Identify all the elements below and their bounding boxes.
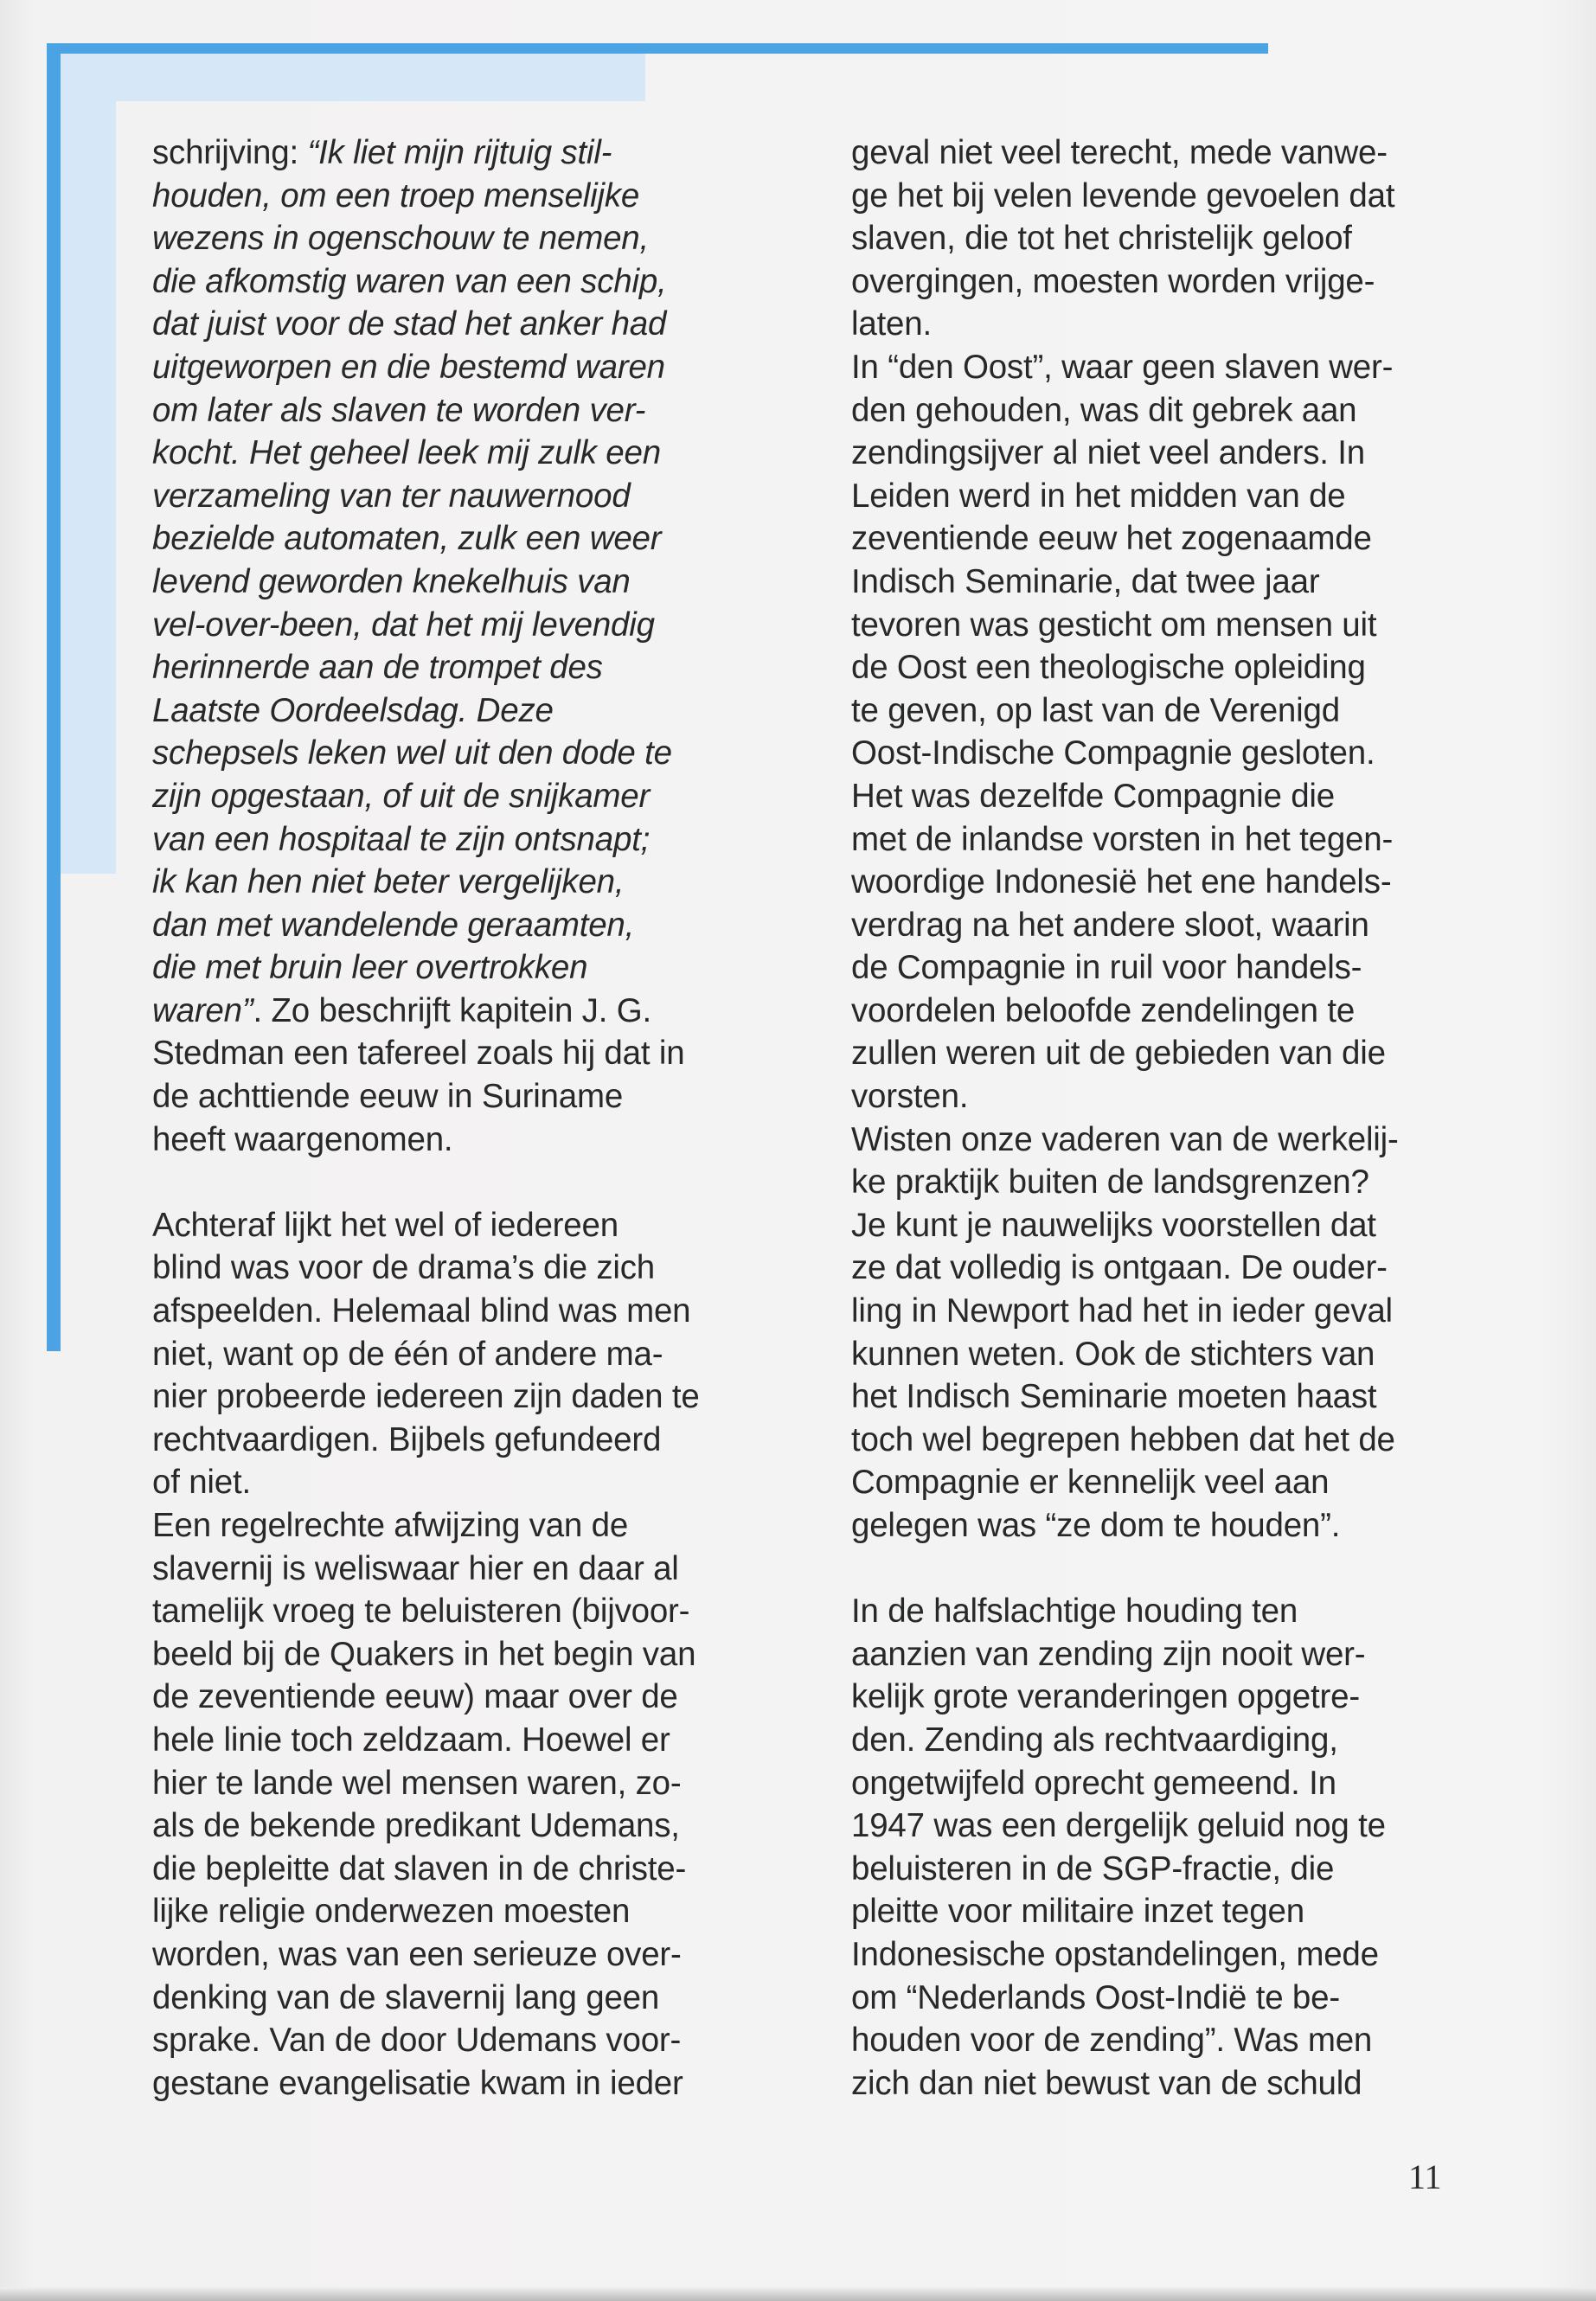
text-line bbox=[851, 646, 1491, 689]
text-segment: de Oost een theologische opleiding bbox=[851, 649, 1366, 687]
text-segment: beeld bij de Quakers in het begin van bbox=[152, 1635, 696, 1673]
text-segment: Compagnie er kennelijk veel aan bbox=[851, 1464, 1330, 1502]
italic-quote-segment: waren” bbox=[152, 991, 253, 1029]
text-segment: de Compagnie in ruil voor handels- bbox=[851, 949, 1362, 987]
text-line bbox=[851, 389, 1491, 433]
text-segment: Indonesische opstandelingen, mede bbox=[851, 1935, 1379, 1973]
text-segment: gestane evangelisatie kwam in ieder bbox=[152, 2064, 683, 2102]
text-line bbox=[851, 1719, 1491, 1762]
text-segment: de achttiende eeuw in Suriname bbox=[152, 1078, 624, 1116]
text-line bbox=[851, 1419, 1491, 1462]
italic-quote-segment: kocht. Het geheel leek mij zulk een bbox=[152, 434, 661, 472]
text-line bbox=[851, 1504, 1491, 1548]
text-segment: of niet. bbox=[152, 1464, 251, 1502]
text-segment: Een regelrechte afwijzing van de bbox=[152, 1507, 629, 1544]
text-column-left bbox=[152, 131, 792, 2105]
text-segment: laten. bbox=[851, 305, 932, 343]
text-line bbox=[851, 1161, 1491, 1204]
text-line bbox=[851, 303, 1491, 346]
paragraph-gap bbox=[152, 1161, 792, 1204]
text-line bbox=[851, 689, 1491, 733]
scan-bottom-edge bbox=[0, 2287, 1596, 2301]
italic-quote-segment: “Ik liet mijn rijtuig stil- bbox=[307, 134, 612, 171]
text-line bbox=[152, 260, 792, 304]
text-line bbox=[851, 946, 1491, 990]
text-line bbox=[851, 861, 1491, 904]
accent-left-rule bbox=[47, 43, 61, 1351]
text-segment: niet, want op de één of andere ma- bbox=[152, 1335, 663, 1373]
text-segment: lijke religie onderwezen moesten bbox=[152, 1893, 631, 1931]
text-line bbox=[152, 1375, 792, 1419]
text-line bbox=[851, 1204, 1491, 1247]
page-number: 11 bbox=[1408, 2157, 1442, 2196]
text-segment: vorsten. bbox=[851, 1078, 969, 1116]
text-segment: tevoren was gesticht om mensen uit bbox=[851, 606, 1377, 644]
text-segment: zendingsijver al niet veel anders. In bbox=[851, 434, 1365, 472]
text-line bbox=[152, 1890, 792, 1933]
text-segment: hele linie toch zeldzaam. Hoewel er bbox=[152, 1721, 670, 1759]
text-line bbox=[851, 1633, 1491, 1676]
text-line bbox=[152, 1504, 792, 1548]
text-line bbox=[851, 1032, 1491, 1075]
text-segment: Indisch Seminarie, dat twee jaar bbox=[851, 562, 1320, 600]
text-segment: te geven, op last van de Verenigd bbox=[851, 691, 1340, 729]
text-line bbox=[851, 432, 1491, 475]
italic-quote-segment: Laatste Oordeelsdag. Deze bbox=[152, 691, 554, 729]
text-line bbox=[152, 946, 792, 990]
text-line bbox=[152, 818, 792, 862]
text-line bbox=[152, 990, 792, 1033]
text-segment: zeventiende eeuw het zogenaamde bbox=[851, 520, 1372, 558]
text-segment: pleitte voor militaire inzet tegen bbox=[851, 1893, 1304, 1931]
italic-quote-segment: van een hospitaal te zijn ontsnapt; bbox=[152, 820, 651, 858]
text-segment: woordige Indonesië het ene handels- bbox=[851, 863, 1392, 901]
italic-quote-segment: levend geworden knekelhuis van bbox=[152, 562, 631, 600]
text-segment: slavernij is weliswaar hier en daar al bbox=[152, 1549, 679, 1587]
text-segment: ge het bij velen levende gevoelen dat bbox=[851, 176, 1395, 215]
text-line bbox=[152, 1848, 792, 1891]
text-line bbox=[152, 646, 792, 689]
text-line bbox=[851, 2019, 1491, 2062]
text-line bbox=[851, 475, 1491, 518]
text-line bbox=[152, 389, 792, 433]
text-segment: . Zo beschrijft kapitein J. G. bbox=[253, 991, 651, 1029]
text-line bbox=[851, 1933, 1491, 1977]
text-segment: hier te lande wel mensen waren, zo- bbox=[152, 1764, 682, 1802]
text-segment: Stedman een tafereel zoals hij dat in bbox=[152, 1035, 685, 1073]
text-line bbox=[851, 604, 1491, 647]
text-line bbox=[851, 818, 1491, 862]
text-segment: schrijving: bbox=[152, 134, 308, 171]
text-segment: gelegen was “ze dom te houden”. bbox=[851, 1507, 1341, 1544]
text-segment: Achteraf lijkt het wel of iedereen bbox=[152, 1206, 619, 1244]
text-segment: Leiden werd in het midden van de bbox=[851, 477, 1346, 515]
text-segment: kunnen weten. Ook de stichters van bbox=[851, 1335, 1375, 1373]
text-segment: Het was dezelfde Compagnie die bbox=[851, 777, 1335, 815]
text-segment: afspeelden. Helemaal blind was men bbox=[152, 1292, 691, 1330]
text-line bbox=[851, 131, 1491, 175]
text-segment: als de bekende predikant Udemans, bbox=[152, 1807, 680, 1845]
text-line bbox=[851, 1848, 1491, 1891]
text-segment: heeft waargenomen. bbox=[152, 1120, 453, 1158]
text-segment: ze dat volledig is ontgaan. De ouder- bbox=[851, 1249, 1388, 1287]
text-segment: den. Zending als rechtvaardiging, bbox=[851, 1721, 1338, 1759]
text-line bbox=[152, 1590, 792, 1633]
text-line bbox=[152, 1719, 792, 1762]
italic-quote-segment: zijn opgestaan, of uit de snijkamer bbox=[152, 777, 651, 815]
text-line bbox=[152, 1419, 792, 1462]
text-segment: verdrag na het andere sloot, waarin bbox=[851, 906, 1369, 944]
text-line bbox=[152, 904, 792, 947]
text-line bbox=[851, 1290, 1491, 1333]
text-segment: worden, was van een serieuze over- bbox=[152, 1935, 682, 1973]
text-line bbox=[152, 775, 792, 818]
text-line bbox=[851, 1890, 1491, 1933]
text-segment: ongetwijfeld oprecht gemeend. In bbox=[851, 1764, 1336, 1802]
text-segment: nier probeerde iedereen zijn daden te bbox=[152, 1378, 700, 1416]
text-segment: zullen weren uit de gebieden van die bbox=[851, 1035, 1386, 1073]
text-segment: houden voor de zending”. Was men bbox=[851, 2022, 1373, 2060]
italic-quote-segment: vel-over-been, dat het mij levendig bbox=[152, 606, 655, 644]
text-line bbox=[152, 475, 792, 518]
text-segment: aanzien van zending zijn nooit wer- bbox=[851, 1635, 1366, 1673]
text-line bbox=[851, 775, 1491, 818]
text-segment: Oost-Indische Compagnie gesloten. bbox=[851, 734, 1375, 772]
text-segment: voordelen beloofde zendelingen te bbox=[851, 991, 1356, 1029]
text-line bbox=[152, 1333, 792, 1376]
text-segment: slaven, die tot het christelijk geloof bbox=[851, 220, 1352, 258]
text-line bbox=[851, 561, 1491, 604]
italic-quote-segment: die afkomstig waren van een schip, bbox=[152, 262, 667, 300]
text-line bbox=[851, 1676, 1491, 1719]
text-line bbox=[152, 1461, 792, 1504]
italic-quote-segment: dan met wandelende geraamten, bbox=[152, 906, 635, 944]
text-line bbox=[152, 1804, 792, 1848]
italic-quote-segment: herinnerde aan de trompet des bbox=[152, 649, 603, 687]
text-segment: In de halfslachtige houding ten bbox=[851, 1593, 1298, 1631]
text-line bbox=[152, 2019, 792, 2062]
text-line bbox=[851, 990, 1491, 1033]
text-line bbox=[851, 732, 1491, 775]
italic-quote-segment: houden, om een troep menselijke bbox=[152, 176, 640, 215]
text-line bbox=[152, 1032, 792, 1075]
italic-quote-segment: uitgeworpen en die bestemd waren bbox=[152, 348, 665, 386]
text-line bbox=[851, 517, 1491, 561]
text-line bbox=[152, 1676, 792, 1719]
paragraph-gap bbox=[851, 1548, 1491, 1591]
text-line bbox=[152, 561, 792, 604]
text-line bbox=[152, 1633, 792, 1676]
text-segment: die bepleitte dat slaven in de christe- bbox=[152, 1849, 687, 1888]
text-line bbox=[851, 1762, 1491, 1805]
text-line bbox=[152, 1075, 792, 1118]
text-segment: de zeventiende eeuw) maar over de bbox=[152, 1678, 678, 1716]
text-line bbox=[152, 861, 792, 904]
text-line bbox=[851, 1461, 1491, 1504]
text-segment: 1947 was een dergelijk geluid nog te bbox=[851, 1807, 1386, 1845]
text-segment: sprake. Van de door Udemans voor- bbox=[152, 2022, 682, 2060]
text-column-right bbox=[851, 131, 1491, 2105]
text-line bbox=[152, 732, 792, 775]
text-segment: toch wel begrepen hebben dat het de bbox=[851, 1420, 1395, 1458]
text-line bbox=[152, 1933, 792, 1977]
text-line bbox=[851, 1590, 1491, 1633]
text-line bbox=[152, 1762, 792, 1805]
text-segment: den gehouden, was dit gebrek aan bbox=[851, 391, 1357, 429]
italic-quote-segment: wezens in ogenschouw te nemen, bbox=[152, 220, 650, 258]
text-segment: met de inlandse vorsten in het tegen- bbox=[851, 820, 1394, 858]
text-line bbox=[152, 432, 792, 475]
text-line bbox=[851, 346, 1491, 389]
text-line bbox=[851, 260, 1491, 304]
text-line bbox=[851, 175, 1491, 218]
text-line bbox=[851, 217, 1491, 260]
quote-tint-block-top bbox=[61, 54, 645, 101]
text-line bbox=[152, 2062, 792, 2106]
text-line bbox=[851, 1333, 1491, 1376]
text-segment: ke praktijk buiten de landsgrenzen? bbox=[851, 1163, 1369, 1202]
text-segment: zich dan niet bewust van de schuld bbox=[851, 2064, 1362, 2102]
italic-quote-segment: verzameling van ter nauwernood bbox=[152, 477, 631, 515]
text-segment: beluisteren in de SGP-fractie, die bbox=[851, 1849, 1335, 1888]
text-line bbox=[152, 517, 792, 561]
text-segment: om “Nederlands Oost-Indië te be- bbox=[851, 1978, 1340, 2016]
text-line bbox=[152, 217, 792, 260]
text-segment: In “den Oost”, waar geen slaven wer- bbox=[851, 348, 1394, 386]
text-segment: blind was voor de drama’s die zich bbox=[152, 1249, 655, 1287]
italic-quote-segment: dat juist voor de stad het anker had bbox=[152, 305, 667, 343]
text-line bbox=[152, 689, 792, 733]
text-line bbox=[152, 346, 792, 389]
text-line bbox=[152, 131, 792, 175]
text-segment: ling in Newport had het in ieder geval bbox=[851, 1292, 1393, 1330]
text-line bbox=[152, 604, 792, 647]
text-line bbox=[152, 1118, 792, 1162]
text-segment: overgingen, moesten worden vrijge- bbox=[851, 262, 1375, 300]
italic-quote-segment: bezielde automaten, zulk een weer bbox=[152, 520, 662, 558]
text-segment: Je kunt je nauwelijks voorstellen dat bbox=[851, 1206, 1376, 1244]
text-segment: tamelijk vroeg te beluisteren (bijvoor- bbox=[152, 1593, 690, 1631]
text-line bbox=[851, 1375, 1491, 1419]
text-line bbox=[851, 2062, 1491, 2106]
accent-top-rule bbox=[47, 43, 1268, 54]
text-segment: Wisten onze vaderen van de werkelij- bbox=[851, 1120, 1399, 1158]
text-line bbox=[851, 1247, 1491, 1290]
text-line bbox=[152, 1247, 792, 1290]
text-segment: geval niet veel terecht, mede vanwe- bbox=[851, 134, 1388, 171]
italic-quote-segment: om later als slaven te worden ver- bbox=[152, 391, 646, 429]
text-segment: denking van de slavernij lang geen bbox=[152, 1978, 660, 2016]
text-line bbox=[851, 1804, 1491, 1848]
italic-quote-segment: die met bruin leer overtrokken bbox=[152, 949, 588, 987]
text-line bbox=[152, 1977, 792, 2020]
text-line bbox=[851, 1118, 1491, 1162]
text-line bbox=[152, 1204, 792, 1247]
text-segment: kelijk grote veranderingen opgetre- bbox=[851, 1678, 1360, 1716]
text-line bbox=[851, 1977, 1491, 2020]
text-line bbox=[152, 303, 792, 346]
text-line bbox=[152, 1548, 792, 1591]
italic-quote-segment: schepsels leken wel uit den dode te bbox=[152, 734, 672, 772]
text-line bbox=[851, 1075, 1491, 1118]
quote-tint-block-left bbox=[61, 101, 116, 874]
text-line bbox=[851, 904, 1491, 947]
text-line bbox=[152, 175, 792, 218]
text-segment: rechtvaardigen. Bijbels gefundeerd bbox=[152, 1420, 662, 1458]
italic-quote-segment: ik kan hen niet beter vergelijken, bbox=[152, 863, 625, 901]
text-line bbox=[152, 1290, 792, 1333]
text-segment: het Indisch Seminarie moeten haast bbox=[851, 1378, 1377, 1416]
